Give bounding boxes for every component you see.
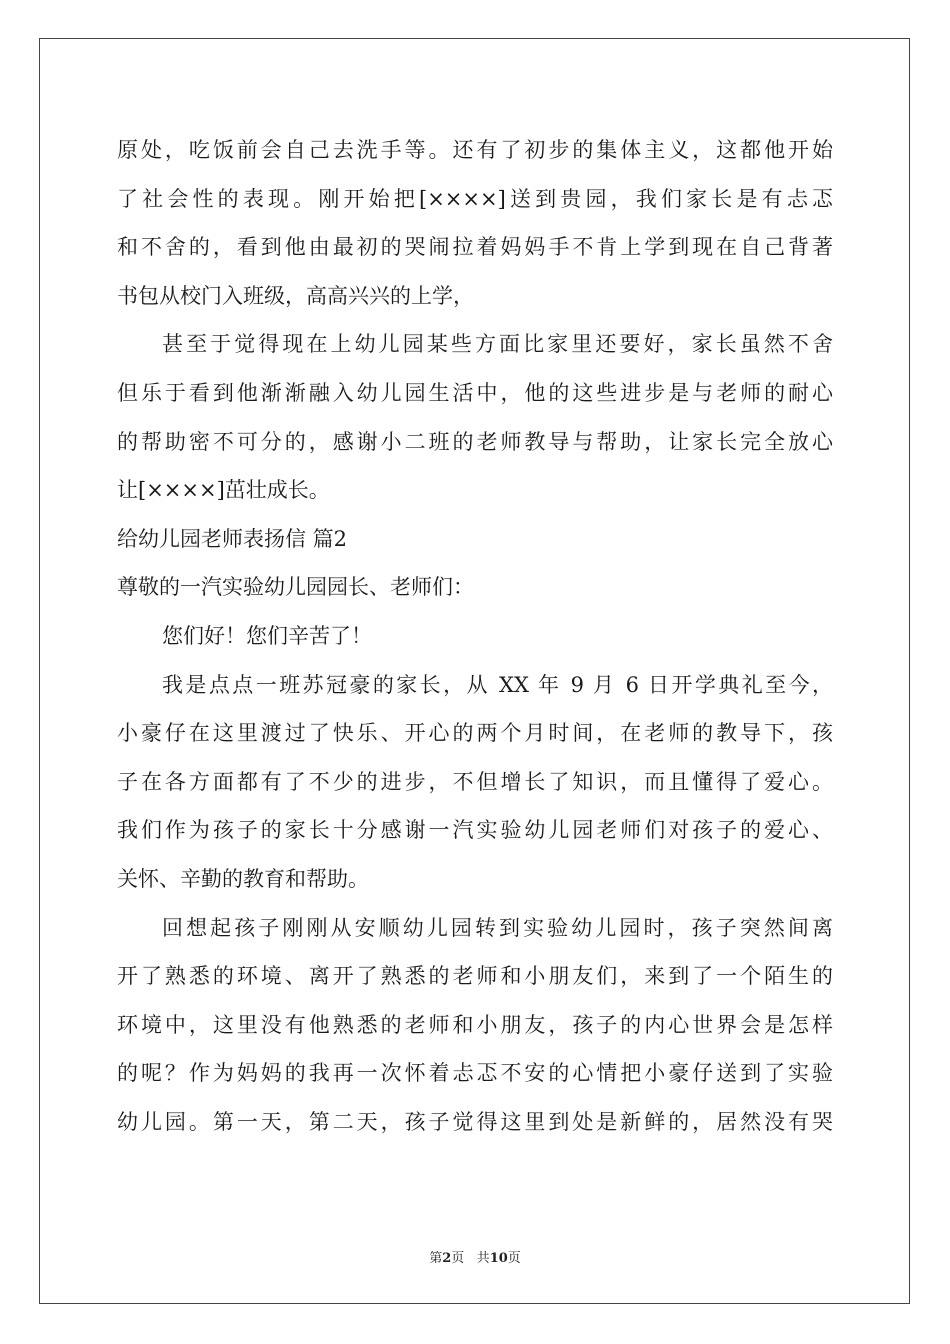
text-line: 书包从校门入班级，高高兴兴的上学， bbox=[117, 283, 474, 308]
page-footer bbox=[0, 1247, 950, 1266]
page-current: 2 bbox=[442, 1251, 452, 1266]
text-line: 的帮助密不可分的，感谢小二班的老师教导与帮助，让家长完全放心 bbox=[117, 429, 833, 454]
page-total: 10 bbox=[489, 1251, 508, 1266]
text-line: 了社会性的表现。刚开始把[××××]送到贵园，我们家长是有忐忑 bbox=[117, 186, 833, 211]
total-suffix: 页 bbox=[507, 1251, 521, 1266]
text-line: 子在各方面都有了不少的进步，不但增长了知识，而且懂得了爱心。 bbox=[117, 769, 833, 794]
text-line: 的呢？作为妈妈的我再一次怀着忐忑不安的心情把小豪仔送到了实验 bbox=[117, 1061, 833, 1086]
salutation: 尊敬的一汽实验幼儿园园长、老师们： bbox=[117, 575, 474, 600]
text-line: 开了熟悉的环境、离开了熟悉的老师和小朋友们，来到了一个陌生的 bbox=[117, 964, 833, 989]
text-line: 幼儿园。第一天，第二天，孩子觉得这里到处是新鲜的，居然没有哭 bbox=[117, 1109, 833, 1134]
text-line: 和不舍的，看到他由最初的哭闹拉着妈妈手不肯上学到现在自己背著 bbox=[117, 235, 833, 260]
text-line: 甚至于觉得现在上幼儿园某些方面比家里还要好，家长虽然不舍 bbox=[162, 332, 833, 357]
text-line: 原处，吃饭前会自己去洗手等。还有了初步的集体主义，这都他开始 bbox=[117, 138, 833, 162]
page-suffix: 页 bbox=[451, 1251, 465, 1266]
greeting: 您们好！您们辛苦了！ bbox=[162, 623, 372, 648]
total-prefix: 共 bbox=[476, 1251, 490, 1266]
section-heading: 给幼儿园老师表扬信 篇2 bbox=[117, 526, 348, 551]
document-body bbox=[117, 126, 833, 1146]
page-prefix: 第 bbox=[429, 1251, 443, 1266]
text-line: 但乐于看到他渐渐融入幼儿园生活中，他的这些进步是与老师的耐心 bbox=[117, 380, 833, 405]
text-line: 我们作为孩子的家长十分感谢一汽实验幼儿园老师们对孩子的爱心、 bbox=[117, 818, 833, 843]
text-line: 环境中，这里没有他熟悉的老师和小朋友，孩子的内心世界会是怎样 bbox=[117, 1012, 833, 1037]
text-line: 我是点点一班苏冠豪的家长，从 XX 年 9 月 6 日开学典礼至今， bbox=[162, 672, 833, 697]
text-line: 小豪仔在这里渡过了快乐、开心的两个月时间，在老师的教导下，孩 bbox=[117, 721, 833, 746]
text-line: 关怀、辛勤的教育和帮助。 bbox=[117, 866, 369, 891]
text-line: 让[××××]茁壮成长。 bbox=[117, 478, 330, 503]
text-line: 回想起孩子刚刚从安顺幼儿园转到实验幼儿园时，孩子突然间离 bbox=[162, 915, 833, 940]
